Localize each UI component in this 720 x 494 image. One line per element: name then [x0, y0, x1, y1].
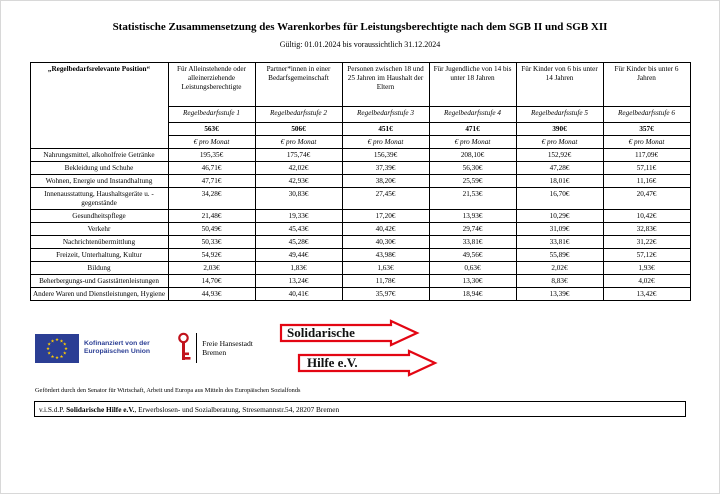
- corner-header: „Regelbedarfsrelevante Position“: [30, 63, 168, 149]
- row-label: Wohnen, Energie und Instandhaltung: [30, 175, 168, 188]
- amount-value: 451€: [342, 123, 429, 136]
- row-label: Gesundheitspflege: [30, 210, 168, 223]
- value-cell: 1,83€: [255, 262, 342, 275]
- value-cell: 11,78€: [342, 275, 429, 288]
- eu-logo: [35, 334, 150, 363]
- value-cell: 50,49€: [168, 223, 255, 236]
- value-cell: 55,89€: [516, 249, 603, 262]
- value-cell: 57,11€: [603, 162, 690, 175]
- value-cell: 34,28€: [168, 188, 255, 210]
- unit-label: € pro Monat: [168, 136, 255, 149]
- value-cell: 27,45€: [342, 188, 429, 210]
- value-cell: 8,83€: [516, 275, 603, 288]
- value-cell: 42,93€: [255, 175, 342, 188]
- value-cell: 49,44€: [255, 249, 342, 262]
- solidarische-logo-text-line1: Solidarische: [286, 325, 355, 340]
- value-cell: 33,81€: [429, 236, 516, 249]
- table-row: [30, 149, 690, 162]
- value-cell: 47,71€: [168, 175, 255, 188]
- svg-text:★: ★: [59, 353, 64, 359]
- value-cell: 195,35€: [168, 149, 255, 162]
- value-cell: 40,41€: [255, 288, 342, 301]
- row-label: Beherbergungs-und Gaststättenleistungen: [30, 275, 168, 288]
- value-cell: 16,70€: [516, 188, 603, 210]
- value-cell: 4,02€: [603, 275, 690, 288]
- value-cell: 31,09€: [516, 223, 603, 236]
- eu-flag-icon: [35, 334, 79, 363]
- bremen-key-icon: [176, 332, 191, 364]
- table-row: [30, 175, 690, 188]
- value-cell: 25,59€: [429, 175, 516, 188]
- svg-text:★: ★: [54, 336, 60, 342]
- value-cell: 117,09€: [603, 149, 690, 162]
- stufe-label: Regelbedarfsstufe 5: [516, 107, 603, 123]
- value-cell: 18,94€: [429, 288, 516, 301]
- column-description: Partner*innen in einer Bedarfsgemeinschaft: [255, 63, 342, 107]
- value-cell: 1,63€: [342, 262, 429, 275]
- svg-text:★: ★: [45, 345, 51, 351]
- table-row: [30, 288, 690, 301]
- bremen-logo-text-line1: Freie Hansestadt: [202, 338, 253, 348]
- value-cell: 21,53€: [429, 188, 516, 210]
- value-cell: 33,81€: [516, 236, 603, 249]
- row-label: Nahrungsmittel, alkoholfreie Getränke: [30, 149, 168, 162]
- svg-text:★: ★: [50, 337, 55, 343]
- unit-label: € pro Monat: [255, 136, 342, 149]
- column-description: Für Kinder bis unter 6 Jahren: [603, 63, 690, 107]
- funding-note: Gefördert durch den Senator für Wirtschaft, Arbeit und Europa aus Mitteln des Europäischen Sozialfonds: [35, 387, 301, 394]
- table-row: [30, 162, 690, 175]
- value-cell: 35,97€: [342, 288, 429, 301]
- value-cell: 0,63€: [429, 262, 516, 275]
- value-cell: 13,24€: [255, 275, 342, 288]
- value-cell: 11,16€: [603, 175, 690, 188]
- row-label: Nachrichtenübermittlung: [30, 236, 168, 249]
- table-row: [30, 210, 690, 223]
- unit-label: € pro Monat: [342, 136, 429, 149]
- value-cell: 20,47€: [603, 188, 690, 210]
- table-row: [30, 236, 690, 249]
- unit-label: € pro Monat: [429, 136, 516, 149]
- bremen-logo-text-line2: Bremen: [202, 348, 227, 357]
- value-cell: 30,83€: [255, 188, 342, 210]
- svg-text:★: ★: [54, 354, 60, 360]
- eu-logo-text-line2: Europäischen Union: [84, 348, 151, 355]
- value-cell: 21,48€: [168, 210, 255, 223]
- bremen-logo-divider: [196, 333, 197, 363]
- row-label: Andere Waren und Dienstleistungen, Hygiene: [30, 288, 168, 301]
- value-cell: 37,39€: [342, 162, 429, 175]
- value-cell: 32,83€: [603, 223, 690, 236]
- table-row: [30, 262, 690, 275]
- value-cell: 29,74€: [429, 223, 516, 236]
- svg-text:★: ★: [63, 345, 69, 351]
- value-cell: 45,28€: [255, 236, 342, 249]
- column-description: Für Jugendliche von 14 bis unter 18 Jahren: [429, 63, 516, 107]
- unit-label: € pro Monat: [516, 136, 603, 149]
- table-row: [30, 188, 690, 210]
- value-cell: 43,98€: [342, 249, 429, 262]
- row-label: Verkehr: [30, 223, 168, 236]
- value-cell: 42,02€: [255, 162, 342, 175]
- value-cell: 13,39€: [516, 288, 603, 301]
- value-cell: 10,42€: [603, 210, 690, 223]
- value-cell: 40,30€: [342, 236, 429, 249]
- eu-logo-text: [84, 340, 150, 357]
- imprint-prefix: v.i.S.d.P.: [39, 404, 67, 414]
- svg-text:★: ★: [62, 341, 67, 347]
- bremen-logo: [176, 332, 253, 364]
- value-cell: 2,03€: [168, 262, 255, 275]
- imprint-rest: , Erwerbslosen- und Sozialberatung, Stresemannstr.54, 28207 Bremen: [134, 404, 340, 414]
- stufe-label: Regelbedarfsstufe 6: [603, 107, 690, 123]
- value-cell: 13,42€: [603, 288, 690, 301]
- value-cell: 17,20€: [342, 210, 429, 223]
- bremen-logo-text: [202, 339, 253, 358]
- value-cell: 45,43€: [255, 223, 342, 236]
- value-cell: 156,39€: [342, 149, 429, 162]
- row-label: Bildung: [30, 262, 168, 275]
- document-title: Statistische Zusammensetzung des Warenkorbes für Leistungsberechtigte nach dem SGB II und SGB XII: [112, 21, 608, 33]
- amount-value: 390€: [516, 123, 603, 136]
- value-cell: 10,29€: [516, 210, 603, 223]
- table-row: [30, 223, 690, 236]
- value-cell: 56,30€: [429, 162, 516, 175]
- eu-logo-text-line1: Kofinanziert von der: [84, 339, 150, 347]
- value-cell: 54,92€: [168, 249, 255, 262]
- svg-text:★: ★: [62, 350, 67, 356]
- svg-text:★: ★: [47, 341, 52, 347]
- table-row: [30, 249, 690, 262]
- value-cell: 18,01€: [516, 175, 603, 188]
- column-description: Für Alleinstehende oder alleinerziehende Leistungsberechtigte: [168, 63, 255, 107]
- stufe-label: Regelbedarfsstufe 3: [342, 107, 429, 123]
- value-cell: 47,28€: [516, 162, 603, 175]
- table-row: [30, 275, 690, 288]
- stufe-label: Regelbedarfsstufe 1: [168, 107, 255, 123]
- value-cell: 13,30€: [429, 275, 516, 288]
- stufe-label: Regelbedarfsstufe 2: [255, 107, 342, 123]
- value-cell: 40,42€: [342, 223, 429, 236]
- value-cell: 175,74€: [255, 149, 342, 162]
- value-cell: 44,93€: [168, 288, 255, 301]
- value-cell: 14,70€: [168, 275, 255, 288]
- imprint-box: [34, 401, 686, 417]
- footer-logos: [35, 317, 719, 379]
- value-cell: 1,93€: [603, 262, 690, 275]
- header-description-row: [30, 63, 690, 107]
- value-cell: 38,20€: [342, 175, 429, 188]
- value-cell: 50,33€: [168, 236, 255, 249]
- unit-label: € pro Monat: [603, 136, 690, 149]
- column-description: Für Kinder von 6 bis unter 14 Jahren: [516, 63, 603, 107]
- value-cell: 2,02€: [516, 262, 603, 275]
- amount-value: 471€: [429, 123, 516, 136]
- imprint-organization: Solidarische Hilfe e.V.: [66, 404, 135, 414]
- svg-text:★: ★: [50, 353, 55, 359]
- validity-subtitle: Gültig: 01.01.2024 bis voraussichtlich 31.12.2024: [279, 40, 441, 49]
- value-cell: 208,10€: [429, 149, 516, 162]
- value-cell: 19,33€: [255, 210, 342, 223]
- stufe-label: Regelbedarfsstufe 4: [429, 107, 516, 123]
- value-cell: 152,92€: [516, 149, 603, 162]
- amount-value: 506€: [255, 123, 342, 136]
- amount-value: 357€: [603, 123, 690, 136]
- row-label: Freizeit, Unterhaltung, Kultur: [30, 249, 168, 262]
- value-cell: 46,71€: [168, 162, 255, 175]
- svg-text:★: ★: [47, 350, 52, 356]
- value-cell: 13,93€: [429, 210, 516, 223]
- value-cell: 31,22€: [603, 236, 690, 249]
- amount-value: 563€: [168, 123, 255, 136]
- svg-text:★: ★: [59, 337, 64, 343]
- row-label: Bekleidung und Schuhe: [30, 162, 168, 175]
- arrow-banner-icon: [279, 319, 449, 377]
- solidarische-logo-text-line2: Hilfe e.V.: [306, 355, 358, 370]
- solidarische-hilfe-logo: [279, 319, 449, 377]
- value-cell: 49,56€: [429, 249, 516, 262]
- column-description: Personen zwischen 18 und 25 Jahren im Haushalt der Eltern: [342, 63, 429, 107]
- row-label: Innenausstattung, Haushaltsgeräte u. -gegenstände: [30, 188, 168, 210]
- value-cell: 57,12€: [603, 249, 690, 262]
- basket-table: [30, 62, 691, 301]
